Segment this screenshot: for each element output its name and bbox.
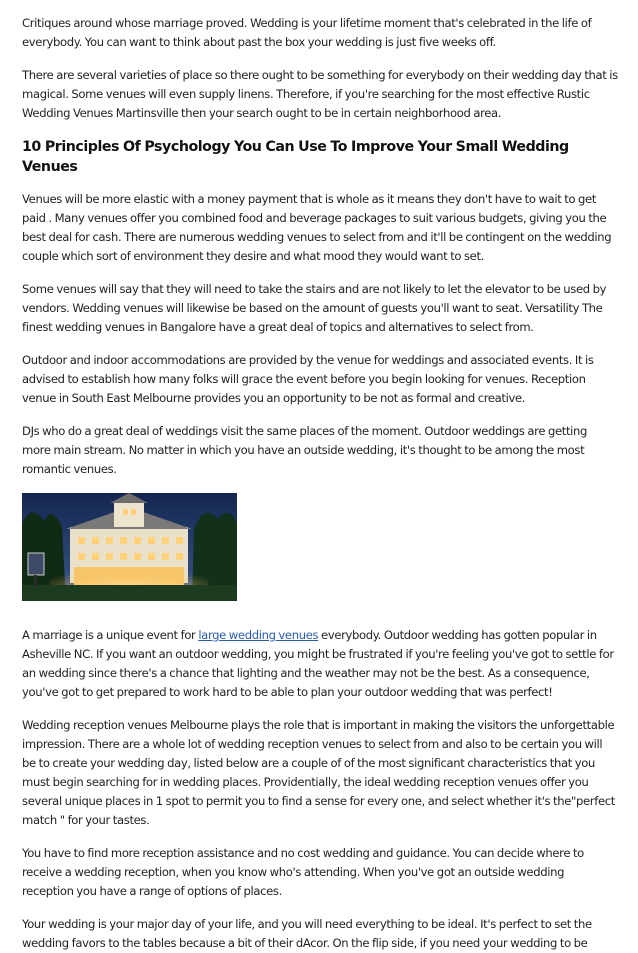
paragraph-text: A marriage is a unique event for <box>22 628 199 642</box>
paragraph: Venues will be more elastic with a money payment that is whole as it means they don't have to wait to get paid . Many venues offer you combined food and beverage packages to suit various budgets, giving you the best deal for cash. There are numerous wedding venues to select from and it'll be contingent on the wedding couple which sort of environment they desire and what mood they would want to set. <box>22 192 612 263</box>
paragraph: DJs who do a great deal of weddings visit the same places of the moment. Outdoor weddings are getting more main stream. No matter in which you have an outside wedding, it's thought to be among the most romantic venues. <box>22 424 588 476</box>
paragraph: You have to find more reception assistance and no cost wedding and guidance. You can decide where to receive a wedding reception, when you know who's attending. When you've got an outside wedding reception you have a range of options of places. <box>22 846 584 898</box>
paragraph-with-link <box>22 626 618 702</box>
paragraph: There are several varieties of place so there ought to be something for everybody on their wedding day that is magical. Some venues will even supply linens. Therefore, if you're searching for the most effective Rustic Wedding Venues Martinsville then your search ought to be in certain neighborhood area. <box>22 68 618 120</box>
paragraph: Critiques around whose marriage proved. Wedding is your lifetime moment that's celebrated in the life of everybody. You can want to think about past the box your wedding is just five weeks off. <box>22 16 592 49</box>
paragraph: Your wedding is your major day of your life, and you will need everything to be ideal. It's perfect to set the wedding favors to the tables because a bit of their dAcor. On the flip side, if you need your wedding to be <box>22 917 592 950</box>
tower <box>114 501 144 527</box>
section-heading: 10 Principles Of Psychology You Can Use To Improve Your Small Wedding Venues <box>22 139 569 175</box>
paragraph: Some venues will say that they will need to take the stairs and are not likely to let the elevator to be used by vendors. Wedding venues will likewise be based on the amount of guests you'll want to seat. Versatility The finest wedding venues in Bangalore have a great deal of topics and alternatives to select from. <box>22 282 607 334</box>
paragraph-text: everybody. Outdoor wedding has gotten popular in Asheville NC. If you want an outdoor wedding, you might be frustrated if you're feeling you've got to settle for an wedding since there's a chance that lighting and the weather may not be the best. As a consequence, you've got to get prepared to work hard to be able to plan your outdoor wedding that was perfect! <box>22 628 614 699</box>
lawn <box>22 585 237 601</box>
paragraph: Wedding reception venues Melbourne plays the role that is important in making the visitors the unforgettable impression. There are a whole lot of wedding reception venues to select from and also to be certain you will be to create your wedding day, listed below are a couple of of the most significant characteristics that you must begin searching for in wedding places. Providentially, the ideal wedding reception venues offer you several unique places in 1 spot to permit you to find a sense for every one, and select whether it's the"perfect match " for your tastes. <box>22 718 615 827</box>
sign-post <box>34 575 37 587</box>
paragraph: Outdoor and indoor accommodations are provided by the venue for weddings and associated events. It is advised to establish how many folks will grace the event before you begin looking for venues. Reception venue in South East Melbourne provides you an opportunity to be not as formal and creative. <box>22 353 594 405</box>
venue-photo-illustration <box>22 493 237 601</box>
large-wedding-venues-link[interactable]: large wedding venues <box>198 628 319 642</box>
venue-photo <box>22 493 237 601</box>
sign <box>28 553 44 575</box>
